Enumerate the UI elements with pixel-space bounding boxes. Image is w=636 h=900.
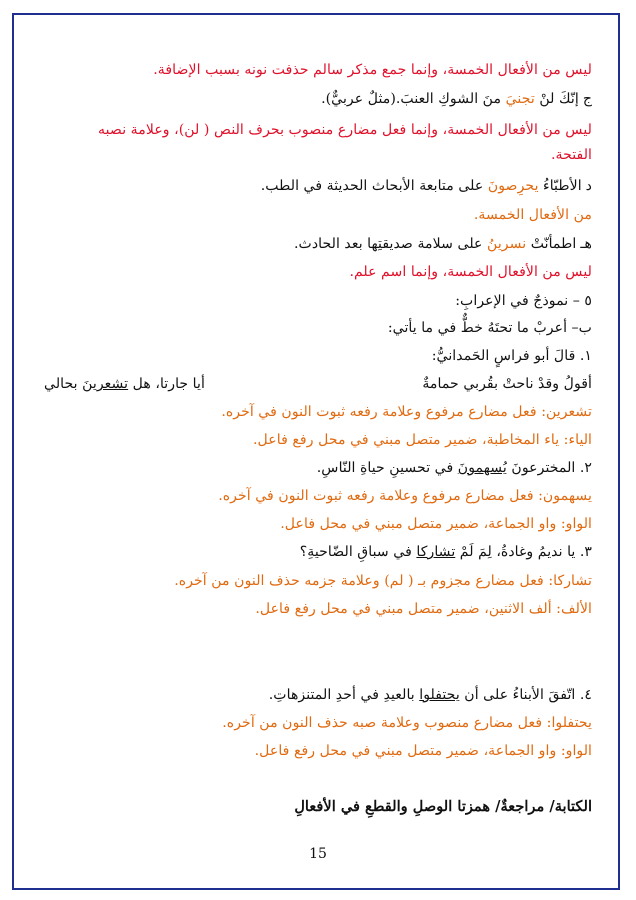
parsing-line: يسهمون: فعل مضارع مرفوع وعلامة رفعه ثبوت النون في آخره. bbox=[218, 488, 592, 504]
section-title: الكتابة/ مراجعةٌ/ همزتا الوصلِ والقطعِ في الأفعالِ bbox=[294, 798, 592, 815]
parsing-line: الألف: ألف الاثنين، ضمير متصل مبني في محل رفع فاعل. bbox=[255, 601, 592, 617]
target-word: نسرينُ bbox=[487, 236, 527, 252]
example-1-intro: ١. قالَ أبو فراسٍ الحَمدانيُّ: bbox=[431, 348, 592, 364]
sentence-part: ٣. يا نديمُ وغادةُ، لِمَ لَمْ bbox=[455, 544, 592, 560]
sentence-part: ٤. اتّفقَ الأبناءُ على أن bbox=[459, 687, 592, 703]
sentence-part: ٢. المخترعونَ bbox=[506, 460, 592, 476]
answer-line: ليس من الأفعال الخمسة، وإنما فعل مضارع منصوب بحرف النص ( لن)، وعلامة نصبه bbox=[98, 122, 592, 138]
sentence-part: في سباقِ الضّاحيةِ؟ bbox=[299, 544, 417, 560]
section-heading: ٥ – نموذجٌ في الإعرابِ: bbox=[455, 293, 592, 309]
verse-first-hemistich: أقولُ وقدْ ناحتْ بقُربي حمامةٌ bbox=[422, 376, 592, 392]
answer-line: الفتحة. bbox=[551, 147, 592, 163]
answer-line: ليس من الأفعال الخمسة، وإنما اسم علم. bbox=[349, 264, 592, 280]
sentence-part: اطمأنّتْ bbox=[526, 236, 577, 252]
example-3 bbox=[300, 542, 592, 562]
sentence-part: بحالي bbox=[44, 376, 83, 392]
example-2 bbox=[317, 458, 592, 478]
underlined-word: تشاركا bbox=[416, 544, 456, 560]
answer-line: ليس من الأفعال الخمسة، وإنما جمع مذكر سالم حذفت نونه بسبب الإضافة. bbox=[153, 62, 592, 78]
sentence-part: إنّكَ لنْ bbox=[534, 91, 579, 107]
item-marker: هـ bbox=[580, 236, 592, 252]
underlined-word: تشعرينَ bbox=[82, 376, 129, 392]
parsing-line: تشعرين: فعل مضارع مرفوع وعلامة رفعه ثبوت النون في آخره. bbox=[221, 404, 592, 420]
sentence-part: بالعيدِ في أحدِ المتنزهاتِ. bbox=[268, 687, 420, 703]
parsing-line: الواو: واو الجماعة، ضمير متصل مبني في محل رفع فاعل. bbox=[254, 743, 592, 759]
sentence-part: في تحسينِ حياةِ النّاسِ. bbox=[316, 460, 458, 476]
parsing-line: تشاركا: فعل مضارع مجزوم بـ ( لم) وعلامة جزمه حذف النون من آخره. bbox=[174, 573, 592, 589]
sentence-part: منَ الشوكِ العنبَ.(مثلٌ عربيٌّ). bbox=[321, 91, 506, 107]
underlined-word: يحتفلوا bbox=[419, 687, 460, 703]
underlined-word: يُسهمونَ bbox=[457, 460, 507, 476]
verse-second-hemistich bbox=[44, 374, 205, 394]
exercise-instruction: ب– أعربْ ما تحتَهُ خطٌّ في ما يأتي: bbox=[387, 320, 592, 336]
sentence-part: أيا جارتا، هل bbox=[128, 376, 205, 392]
answer-line: من الأفعال الخمسة. bbox=[473, 207, 592, 223]
parsing-line: يحتفلوا: فعل مضارع منصوب وعلامة صبه حذف النون من آخره. bbox=[222, 715, 592, 731]
sentence-part: على سلامة صديقتِها بعد الحادث. bbox=[293, 236, 488, 252]
parsing-line: الواو: واو الجماعة، ضمير متصل مبني في محل فاعل. bbox=[280, 516, 592, 532]
sentence-part: الأطبّاءُ bbox=[538, 178, 582, 194]
sentence-part: على متابعة الأبحاث الحديثة في الطب. bbox=[260, 178, 488, 194]
question-line-d bbox=[261, 176, 592, 196]
parsing-line: الياء: ياء المخاطبة، ضمير متصل مبني في محل رفع فاعل. bbox=[253, 432, 592, 448]
question-line-j bbox=[321, 89, 592, 109]
item-marker: ج bbox=[582, 91, 592, 107]
target-word: تجنيَ bbox=[505, 91, 535, 107]
question-line-h bbox=[294, 234, 592, 254]
page-number: 15 bbox=[309, 846, 327, 862]
item-marker: د bbox=[585, 178, 592, 194]
example-4 bbox=[269, 685, 592, 705]
target-word: يحرِصونَ bbox=[487, 178, 539, 194]
